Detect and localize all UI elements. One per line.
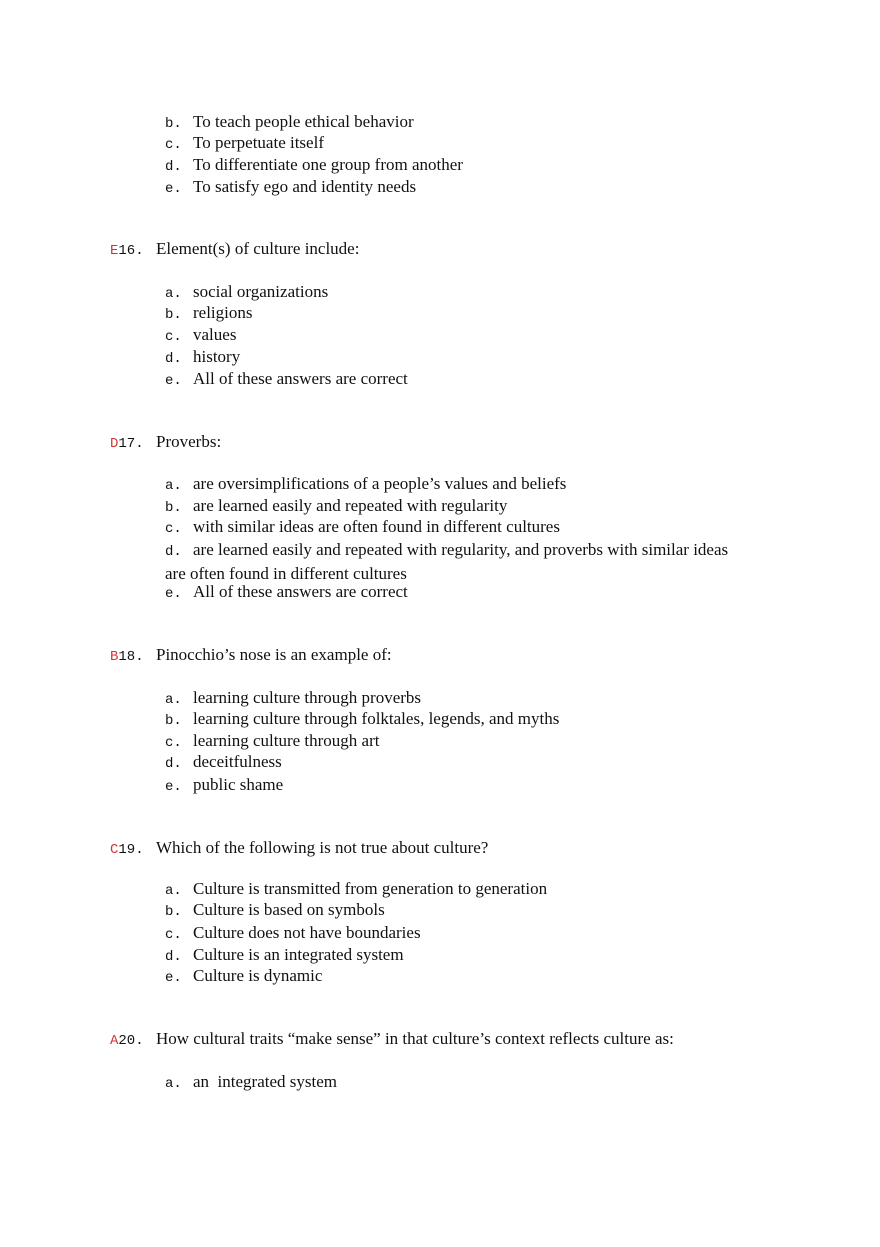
option-text: To satisfy ego and identity needs <box>193 177 417 196</box>
option-a: a. are oversimplifications of a people’s values and beliefs <box>165 474 567 494</box>
question-text: How cultural traits “make sense” in that culture’s context reflects culture as: <box>156 1029 674 1048</box>
option-b: b. religions <box>165 303 253 323</box>
option-c <box>165 133 324 155</box>
option-a: a. Culture is transmitted from generation to generation <box>165 879 548 899</box>
answer-key: E <box>110 243 119 259</box>
option-e: e. All of these answers are correct <box>165 369 408 389</box>
question-text: Pinocchio’s nose is an example of: <box>156 645 392 664</box>
option-letter: e. <box>165 181 182 197</box>
question-17 <box>110 432 221 454</box>
option-c: c. with similar ideas are often found in different cultures <box>165 517 560 537</box>
option-text: To teach people ethical behavior <box>193 112 414 131</box>
question-16 <box>110 239 359 261</box>
option-a: a. social organizations <box>165 282 329 302</box>
question-20 <box>110 1029 674 1051</box>
option-letter: c. <box>165 137 182 153</box>
question-19 <box>110 838 488 860</box>
option-d: d. are learned easily and repeated with regularity, and proverbs with similar ideas are often found in different cultures <box>165 540 729 583</box>
question-18 <box>110 645 392 667</box>
question-number: E16. <box>110 243 144 259</box>
option-letter: b. <box>165 116 182 132</box>
answer-key: C <box>110 842 119 858</box>
option-d: d. Culture is an integrated system <box>165 945 404 965</box>
option-b: b. Culture is based on symbols <box>165 900 385 920</box>
question-number: A20. <box>110 1033 144 1049</box>
answer-key: A <box>110 1033 119 1049</box>
question-number: B18. <box>110 649 144 665</box>
option-letter: d. <box>165 159 182 175</box>
option-text: To differentiate one group from another <box>193 155 463 174</box>
option-e <box>165 177 416 199</box>
question-number: D17. <box>110 436 144 452</box>
answer-key: D <box>110 436 119 452</box>
option-b: b. are learned easily and repeated with regularity <box>165 496 508 516</box>
question-text: Proverbs: <box>156 432 222 451</box>
option-c: c. learning culture through art <box>165 731 380 751</box>
option-b: b. learning culture through folktales, legends, and myths <box>165 709 560 729</box>
question-number: C19. <box>110 842 144 858</box>
option-e: e. public shame <box>165 775 284 795</box>
answer-key: B <box>110 649 119 665</box>
option-d: d. deceitfulness <box>165 752 282 772</box>
option-e: e. All of these answers are correct <box>165 582 408 602</box>
option-e: e. Culture is dynamic <box>165 966 323 986</box>
option-d <box>165 155 463 177</box>
question-text: Element(s) of culture include: <box>156 239 360 258</box>
option-d: d. history <box>165 347 241 367</box>
option-a: a. learning culture through proverbs <box>165 688 422 708</box>
question-text: Which of the following is not true about culture? <box>156 838 489 857</box>
option-b <box>165 112 414 134</box>
option-c: c. Culture does not have boundaries <box>165 923 421 943</box>
option-text: To perpetuate itself <box>193 133 324 152</box>
option-a: a. an integrated system <box>165 1072 337 1092</box>
option-c: c. values <box>165 325 237 345</box>
